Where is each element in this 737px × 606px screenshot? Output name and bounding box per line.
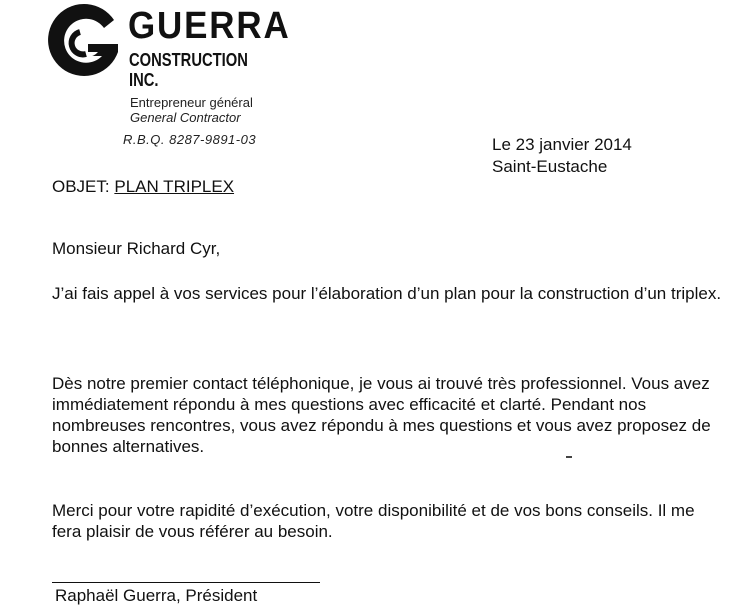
salutation: Monsieur Richard Cyr, [52,239,221,258]
subject-text: PLAN TRIPLEX [114,177,235,196]
signature-line [52,582,320,583]
company-name: GUERRA [128,5,291,47]
g-monogram-icon [40,2,124,84]
tagline-english: General Contractor [130,110,241,125]
subject-line [52,177,234,197]
paragraph-3: Merci pour votre rapidité d’exécution, votre disponibilité et de vos bons conseils. Il me fera plaisir de vous référer au besoin. [52,501,695,541]
paragraph-1: J’ai fais appel à vos services pour l’élaboration d’un plan pour la construction d’un triplex. [52,284,722,303]
company-logo [40,2,291,90]
paragraph-2: Dès notre premier contact téléphonique, je vous ai trouvé très professionnel. Vous avez immédiatement répondu à mes questions avec efficacité et clarté. Pendant nos nombreuses rencontres, vous avez répondu à mes questions et vous avez proposez de bonnes alternatives. [52,374,711,456]
letter-date: Le 23 janvier 2014 [492,135,632,154]
signature-name: Raphaël Guerra, Président [55,586,258,605]
tagline-french: Entrepreneur général [130,95,253,110]
subject-label: OBJET: [52,177,115,196]
license-number: R.B.Q. 8287-9891-03 [123,132,257,147]
scan-speck [566,456,572,458]
letter-place: Saint-Eustache [492,157,608,176]
company-subtitle: CONSTRUCTION INC. [129,50,248,90]
